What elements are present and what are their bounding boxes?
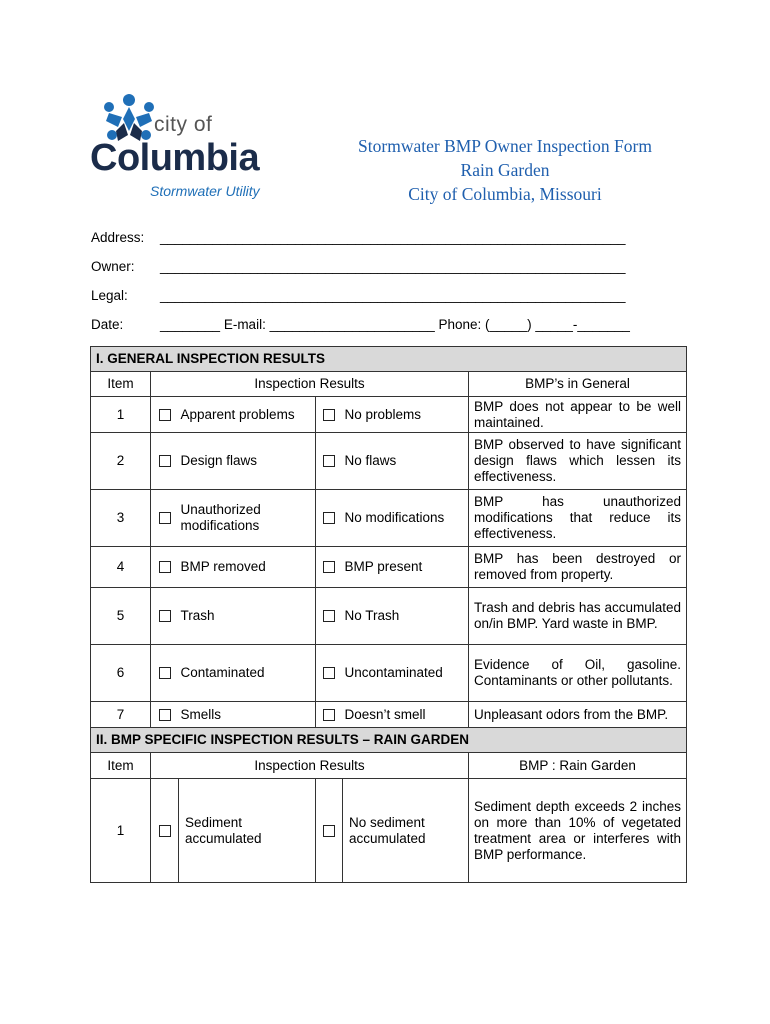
section-2-title: II. BMP SPECIFIC INSPECTION RESULTS – RAIN GARDEN [91, 728, 687, 753]
table-row [91, 490, 687, 547]
row-number: 1 [91, 397, 151, 433]
option-label: Trash [179, 588, 316, 645]
option-label: No problems [343, 397, 469, 433]
checkbox-icon[interactable] [159, 512, 171, 524]
checkbox-icon[interactable] [159, 610, 171, 622]
table-row [91, 397, 687, 433]
option-label: Unauthorized modifications [179, 490, 316, 547]
table-row [91, 433, 687, 490]
col-inspection-results: Inspection Results [151, 753, 469, 779]
owner-label: Owner: [91, 259, 135, 274]
col-bmp-rain-garden: BMP : Rain Garden [469, 753, 687, 779]
checkbox-icon[interactable] [159, 409, 171, 421]
table-row [91, 779, 687, 883]
option-label: Uncontaminated [343, 645, 469, 702]
option-label: BMP removed [179, 547, 316, 588]
checkbox[interactable] [316, 397, 343, 433]
checkbox-icon[interactable] [323, 667, 335, 679]
checkbox[interactable] [316, 588, 343, 645]
checkbox[interactable] [151, 433, 179, 490]
checkbox-icon[interactable] [323, 512, 335, 524]
checkbox[interactable] [316, 547, 343, 588]
checkbox-icon[interactable] [159, 709, 171, 721]
option-label: Design flaws [179, 433, 316, 490]
checkbox-icon[interactable] [159, 667, 171, 679]
form-title [320, 134, 690, 206]
checkbox-icon[interactable] [323, 455, 335, 467]
checkbox[interactable] [151, 397, 179, 433]
col-item: Item [91, 753, 151, 779]
option-label: No flaws [343, 433, 469, 490]
row-number: 4 [91, 547, 151, 588]
row-description: Sediment depth exceeds 2 inches on more than 10% of vegetated treatment area or interferes with BMP performance. [469, 779, 687, 883]
city-logo [90, 93, 280, 203]
option-label: No sediment accumulated [343, 779, 469, 883]
option-label: Doesn’t smell [343, 702, 469, 728]
section-1-column-headers [91, 372, 687, 397]
checkbox-icon[interactable] [323, 561, 335, 573]
table-row [91, 702, 687, 728]
option-label: Apparent problems [179, 397, 316, 433]
checkbox-icon[interactable] [159, 561, 171, 573]
checkbox-icon[interactable] [323, 409, 335, 421]
checkbox-icon[interactable] [323, 709, 335, 721]
col-item: Item [91, 372, 151, 397]
option-label: Contaminated [179, 645, 316, 702]
option-label: No modifications [343, 490, 469, 547]
row-number: 6 [91, 645, 151, 702]
checkbox[interactable] [151, 702, 179, 728]
checkbox[interactable] [316, 433, 343, 490]
table-row [91, 547, 687, 588]
date-label: Date: [91, 317, 124, 332]
col-inspection-results: Inspection Results [151, 372, 469, 397]
address-label: Address: [91, 230, 145, 245]
title-line-2: Rain Garden [460, 160, 550, 180]
title-line-1: Stormwater BMP Owner Inspection Form [358, 136, 652, 156]
row-description: BMP has been destroyed or removed from property. [469, 547, 687, 588]
option-label: Smells [179, 702, 316, 728]
row-number: 7 [91, 702, 151, 728]
table-row [91, 645, 687, 702]
checkbox-icon[interactable] [159, 455, 171, 467]
option-label: BMP present [343, 547, 469, 588]
logo-utility: Stormwater Utility [150, 183, 260, 199]
checkbox[interactable] [316, 779, 343, 883]
address-line[interactable]: ______________________________________________________________ [160, 230, 626, 245]
checkbox[interactable] [151, 779, 179, 883]
checkbox[interactable] [316, 490, 343, 547]
option-label: Sediment accumulated [179, 779, 316, 883]
row-description: Unpleasant odors from the BMP. [469, 702, 687, 728]
legal-line[interactable]: ______________________________________________________________ [160, 288, 626, 303]
row-description: BMP observed to have significant design flaws which lessen its effectiveness. [469, 433, 687, 490]
checkbox[interactable] [151, 547, 179, 588]
row-description: BMP has unauthorized modifications that reduce its effectiveness. [469, 490, 687, 547]
date-email-phone-line[interactable]: ________ E-mail: ______________________ Phone: (_____) _____-_______ [160, 317, 630, 332]
row-description: Evidence of Oil, gasoline. Contaminants or other pollutants. [469, 645, 687, 702]
title-line-3: City of Columbia, Missouri [408, 184, 602, 204]
section-1-header [91, 347, 687, 372]
option-label: No Trash [343, 588, 469, 645]
section-1-title: I. GENERAL INSPECTION RESULTS [91, 347, 687, 372]
row-number: 3 [91, 490, 151, 547]
row-number: 1 [91, 779, 151, 883]
checkbox[interactable] [151, 490, 179, 547]
logo-city-of: city of [154, 113, 213, 136]
logo-columbia: Columbia [90, 137, 260, 179]
row-number: 5 [91, 588, 151, 645]
row-number: 2 [91, 433, 151, 490]
checkbox[interactable] [151, 645, 179, 702]
row-description: BMP does not appear to be well maintained. [469, 397, 687, 433]
checkbox[interactable] [151, 588, 179, 645]
checkbox[interactable] [316, 645, 343, 702]
legal-label: Legal: [91, 288, 128, 303]
section-2-column-headers [91, 753, 687, 779]
checkbox[interactable] [316, 702, 343, 728]
inspection-table [90, 346, 687, 883]
checkbox-icon[interactable] [159, 825, 171, 837]
table-row [91, 588, 687, 645]
row-description: Trash and debris has accumulated on/in BMP. Yard waste in BMP. [469, 588, 687, 645]
checkbox-icon[interactable] [323, 610, 335, 622]
checkbox-icon[interactable] [323, 825, 335, 837]
owner-line[interactable]: ______________________________________________________________ [160, 259, 626, 274]
col-bmps-in-general: BMP’s in General [469, 372, 687, 397]
section-2-header [91, 728, 687, 753]
